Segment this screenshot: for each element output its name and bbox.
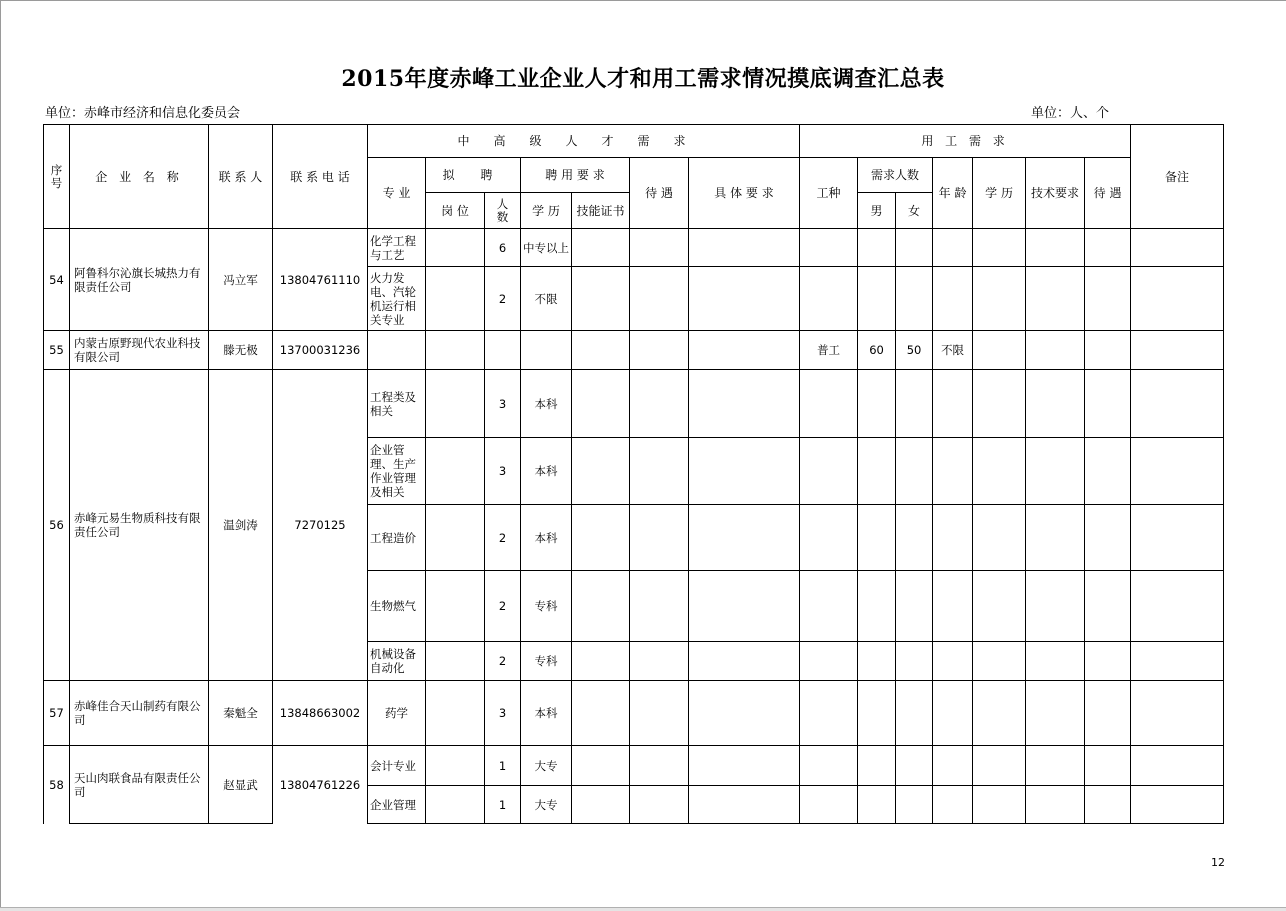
window-bottom-edge: [0, 907, 1286, 911]
row-headcount: 2: [485, 571, 521, 642]
row-phone: 13804761226: [273, 746, 368, 824]
row-female: [896, 229, 933, 267]
row-specific-req: [689, 267, 800, 331]
row-labor-education: [973, 571, 1026, 642]
row-job-type: [800, 642, 858, 681]
row-seq: 54: [44, 229, 70, 331]
row-female: 50: [896, 331, 933, 370]
row-talent-treatment: [630, 267, 689, 331]
row-position: [426, 229, 485, 267]
row-labor-treatment: [1085, 229, 1131, 267]
row-certificate: [572, 681, 630, 746]
window-left-edge: [0, 0, 1, 911]
row-certificate: [572, 571, 630, 642]
row-job-type: [800, 267, 858, 331]
header-remarks: 备注: [1131, 125, 1224, 229]
row-male: [858, 571, 896, 642]
row-certificate: [572, 746, 630, 786]
row-major: 企业管理、生产作业管理及相关: [368, 438, 426, 505]
row-seq: 57: [44, 681, 70, 746]
row-labor-treatment: [1085, 681, 1131, 746]
row-female: [896, 681, 933, 746]
row-job-type: [800, 370, 858, 438]
row-remarks: [1131, 331, 1224, 370]
row-company: 天山肉联食品有限责任公司: [70, 746, 209, 824]
row-tech-req: [1026, 642, 1085, 681]
header-labor-treatment: 待 遇: [1085, 158, 1131, 229]
row-tech-req: [1026, 267, 1085, 331]
header-male: 男: [858, 193, 896, 229]
row-education: 专科: [521, 642, 572, 681]
row-remarks: [1131, 505, 1224, 571]
header-talent-treatment: 待 遇: [630, 158, 689, 229]
row-female: [896, 786, 933, 824]
row-labor-education: [973, 267, 1026, 331]
row-major: 工程类及相关: [368, 370, 426, 438]
row-female: [896, 370, 933, 438]
row-remarks: [1131, 370, 1224, 438]
row-headcount: 3: [485, 681, 521, 746]
row-education: [521, 331, 572, 370]
page-number: 12: [1211, 856, 1225, 869]
row-age: [933, 438, 973, 505]
table-row: [44, 331, 1224, 370]
row-male: [858, 505, 896, 571]
row-remarks: [1131, 571, 1224, 642]
row-education: 本科: [521, 438, 572, 505]
unit-measure: 单位：人、个: [1031, 106, 1110, 121]
row-company: 阿鲁科尔沁旗长城热力有限责任公司: [70, 229, 209, 331]
row-labor-treatment: [1085, 331, 1131, 370]
header-age: 年 龄: [933, 158, 973, 229]
row-seq: 56: [44, 370, 70, 681]
row-certificate: [572, 786, 630, 824]
row-age: [933, 229, 973, 267]
row-phone: 13848663002: [273, 681, 368, 746]
row-specific-req: [689, 681, 800, 746]
row-labor-education: [973, 681, 1026, 746]
row-labor-treatment: [1085, 571, 1131, 642]
row-tech-req: [1026, 746, 1085, 786]
row-tech-req: [1026, 505, 1085, 571]
header-recruit: 拟 聘: [426, 158, 521, 193]
row-male: [858, 370, 896, 438]
row-company: 赤峰元易生物质科技有限责任公司: [70, 370, 209, 681]
row-age: [933, 505, 973, 571]
row-education: 大专: [521, 746, 572, 786]
row-remarks: [1131, 746, 1224, 786]
row-position: [426, 746, 485, 786]
row-job-type: [800, 746, 858, 786]
table-row: [44, 229, 1224, 267]
survey-table: [43, 124, 1224, 824]
row-tech-req: [1026, 786, 1085, 824]
row-position: [426, 370, 485, 438]
row-age: [933, 571, 973, 642]
row-education: 本科: [521, 370, 572, 438]
row-headcount: 6: [485, 229, 521, 267]
row-labor-education: [973, 370, 1026, 438]
header-labor-education: 学 历: [973, 158, 1026, 229]
unit-organization: 单位：赤峰市经济和信息化委员会: [45, 106, 241, 121]
row-labor-education: [973, 438, 1026, 505]
row-specific-req: [689, 642, 800, 681]
row-female: [896, 642, 933, 681]
row-labor-treatment: [1085, 642, 1131, 681]
row-talent-treatment: [630, 505, 689, 571]
header-seq: 序号: [44, 125, 70, 229]
row-education: 大专: [521, 786, 572, 824]
header-specific-req: 具 体 要 求: [689, 158, 800, 229]
row-age: [933, 642, 973, 681]
page-title: 2015年度赤峰工业企业人才和用工需求情况摸底调查汇总表: [341, 66, 945, 92]
row-labor-treatment: [1085, 746, 1131, 786]
header-position: 岗 位: [426, 193, 485, 229]
row-major: [368, 331, 426, 370]
row-major: 生物燃气: [368, 571, 426, 642]
row-talent-treatment: [630, 571, 689, 642]
row-certificate: [572, 370, 630, 438]
row-major: 药学: [368, 681, 426, 746]
row-contact: 秦魁全: [209, 681, 273, 746]
row-headcount: 2: [485, 505, 521, 571]
row-male: [858, 786, 896, 824]
row-headcount: 1: [485, 746, 521, 786]
row-headcount: 3: [485, 370, 521, 438]
row-male: [858, 746, 896, 786]
row-remarks: [1131, 642, 1224, 681]
row-female: [896, 438, 933, 505]
header-tech-req: 技术要求: [1026, 158, 1085, 229]
row-contact: 冯立军: [209, 229, 273, 331]
window-top-edge: [0, 0, 1286, 1]
row-position: [426, 505, 485, 571]
row-talent-treatment: [630, 681, 689, 746]
row-education: 不限: [521, 267, 572, 331]
row-certificate: [572, 331, 630, 370]
row-specific-req: [689, 505, 800, 571]
row-labor-education: [973, 331, 1026, 370]
row-seq: 55: [44, 331, 70, 370]
row-job-type: [800, 786, 858, 824]
row-education: 本科: [521, 681, 572, 746]
row-company: 内蒙古原野现代农业科技有限公司: [70, 331, 209, 370]
header-major: 专 业: [368, 158, 426, 229]
row-age: [933, 786, 973, 824]
row-remarks: [1131, 229, 1224, 267]
row-position: [426, 571, 485, 642]
row-major: 火力发电、汽轮机运行相关专业: [368, 267, 426, 331]
header-labor-group: 用 工 需 求: [800, 125, 1131, 158]
row-position: [426, 642, 485, 681]
row-certificate: [572, 229, 630, 267]
row-tech-req: [1026, 370, 1085, 438]
row-job-type: 普工: [800, 331, 858, 370]
row-headcount: [485, 331, 521, 370]
header-certificate: 技能证书: [572, 193, 630, 229]
row-male: [858, 229, 896, 267]
row-age: [933, 267, 973, 331]
row-talent-treatment: [630, 229, 689, 267]
row-male: [858, 642, 896, 681]
row-position: [426, 786, 485, 824]
row-labor-education: [973, 229, 1026, 267]
row-headcount: 2: [485, 642, 521, 681]
row-position: [426, 267, 485, 331]
row-specific-req: [689, 370, 800, 438]
row-job-type: [800, 681, 858, 746]
row-labor-education: [973, 505, 1026, 571]
row-male: [858, 267, 896, 331]
row-major: 化学工程与工艺: [368, 229, 426, 267]
table-row: [44, 370, 1224, 438]
row-tech-req: [1026, 331, 1085, 370]
row-tech-req: [1026, 571, 1085, 642]
row-talent-treatment: [630, 746, 689, 786]
row-education: 中专以上: [521, 229, 572, 267]
header-demand-count: 需求人数: [858, 158, 933, 193]
header-education: 学 历: [521, 193, 572, 229]
row-headcount: 3: [485, 438, 521, 505]
row-certificate: [572, 505, 630, 571]
row-seq: 58: [44, 746, 70, 824]
row-specific-req: [689, 438, 800, 505]
row-labor-education: [973, 746, 1026, 786]
row-female: [896, 746, 933, 786]
row-age: [933, 370, 973, 438]
row-phone: 13804761110: [273, 229, 368, 331]
header-row-1: [44, 125, 1224, 158]
row-remarks: [1131, 681, 1224, 746]
row-major: 机械设备自动化: [368, 642, 426, 681]
row-talent-treatment: [630, 642, 689, 681]
row-job-type: [800, 229, 858, 267]
row-labor-treatment: [1085, 438, 1131, 505]
header-talent-group: 中高级人才需求: [368, 125, 800, 158]
row-position: [426, 438, 485, 505]
row-major: 工程造价: [368, 505, 426, 571]
row-specific-req: [689, 571, 800, 642]
row-remarks: [1131, 267, 1224, 331]
row-labor-treatment: [1085, 370, 1131, 438]
row-headcount: 2: [485, 267, 521, 331]
row-labor-treatment: [1085, 505, 1131, 571]
row-contact: 滕无极: [209, 331, 273, 370]
row-major: 企业管理: [368, 786, 426, 824]
row-talent-treatment: [630, 370, 689, 438]
row-education: 专科: [521, 571, 572, 642]
row-female: [896, 505, 933, 571]
row-certificate: [572, 438, 630, 505]
row-male: [858, 681, 896, 746]
row-tech-req: [1026, 681, 1085, 746]
row-labor-education: [973, 642, 1026, 681]
row-tech-req: [1026, 438, 1085, 505]
row-male: 60: [858, 331, 896, 370]
header-company: 企 业 名 称: [70, 125, 209, 229]
row-contact: 赵显武: [209, 746, 273, 824]
row-male: [858, 438, 896, 505]
header-contact: 联 系 人: [209, 125, 273, 229]
row-age: [933, 746, 973, 786]
row-age: 不限: [933, 331, 973, 370]
row-certificate: [572, 267, 630, 331]
row-job-type: [800, 505, 858, 571]
row-talent-treatment: [630, 438, 689, 505]
row-labor-education: [973, 786, 1026, 824]
header-headcount: 人数: [485, 193, 521, 229]
table-row: [44, 681, 1224, 746]
row-female: [896, 267, 933, 331]
row-phone: 13700031236: [273, 331, 368, 370]
row-talent-treatment: [630, 331, 689, 370]
row-certificate: [572, 642, 630, 681]
row-specific-req: [689, 229, 800, 267]
row-female: [896, 571, 933, 642]
row-specific-req: [689, 746, 800, 786]
row-phone: 7270125: [273, 370, 368, 681]
row-labor-treatment: [1085, 786, 1131, 824]
row-company: 赤峰佳合天山制药有限公司: [70, 681, 209, 746]
header-hire-req: 聘 用 要 求: [521, 158, 630, 193]
row-specific-req: [689, 331, 800, 370]
row-labor-treatment: [1085, 267, 1131, 331]
header-phone: 联 系 电 话: [273, 125, 368, 229]
row-specific-req: [689, 786, 800, 824]
row-remarks: [1131, 786, 1224, 824]
row-talent-treatment: [630, 786, 689, 824]
row-position: [426, 331, 485, 370]
row-contact: 温剑涛: [209, 370, 273, 681]
row-job-type: [800, 438, 858, 505]
row-headcount: 1: [485, 786, 521, 824]
row-age: [933, 681, 973, 746]
header-job-type: 工种: [800, 158, 858, 229]
row-tech-req: [1026, 229, 1085, 267]
table-row: [44, 746, 1224, 786]
row-remarks: [1131, 438, 1224, 505]
row-job-type: [800, 571, 858, 642]
row-education: 本科: [521, 505, 572, 571]
header-female: 女: [896, 193, 933, 229]
row-major: 会计专业: [368, 746, 426, 786]
row-position: [426, 681, 485, 746]
